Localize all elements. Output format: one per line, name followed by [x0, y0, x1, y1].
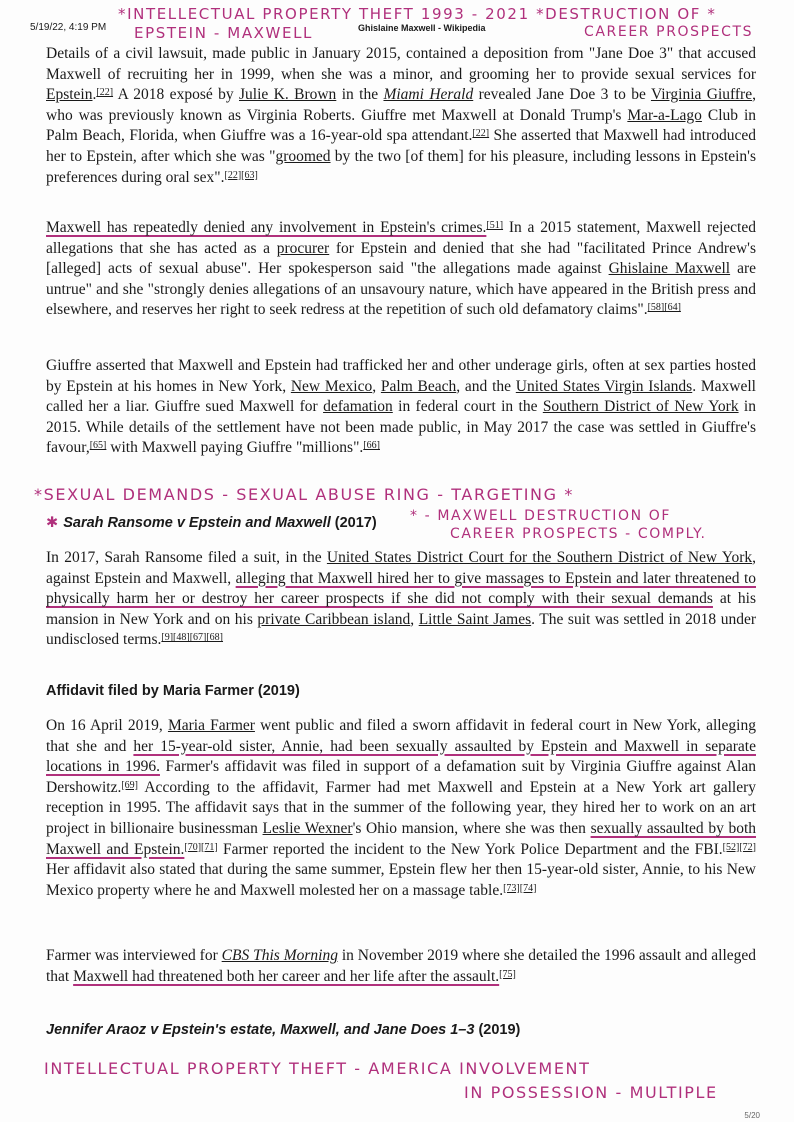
- citation[interactable]: [69]: [121, 779, 138, 791]
- link-julie-k-brown[interactable]: Julie K. Brown: [239, 86, 337, 104]
- link-new-mexico[interactable]: New Mexico: [290, 377, 373, 395]
- citation[interactable]: [75]: [499, 968, 516, 980]
- citation[interactable]: [73][74]: [503, 882, 537, 894]
- handwritten-note-ip-theft: *INTELLECTUAL PROPERTY THEFT 1993 - 2021 *DESTRUCTION OF *: [118, 5, 717, 23]
- link-cbs-this-morning[interactable]: CBS This Morning: [221, 947, 338, 964]
- link-procurer[interactable]: procurer: [276, 239, 330, 257]
- handwritten-note-sexual-demands: *SEXUAL DEMANDS - SEXUAL ABUSE RING - TARGETING *: [34, 485, 574, 504]
- print-date: 5/19/22, 4:19 PM: [30, 22, 107, 33]
- link-miami-herald[interactable]: Miami Herald: [383, 86, 474, 104]
- citation[interactable]: [66]: [363, 440, 380, 452]
- link-leslie-wexner[interactable]: Leslie Wexner: [262, 819, 353, 837]
- paragraph-cbs-interview: Farmer was interviewed for CBS This Morning in November 2019 where she detailed the 1996 assault and alleged that Maxwell had threatened both her career and her life after the assault.[75]: [46, 947, 757, 985]
- print-page-title: Ghislaine Maxwell - Wikipedia: [358, 23, 486, 33]
- citation[interactable]: [22]: [472, 128, 490, 140]
- section-heading-araoz: Jennifer Araoz v Epstein's estate, Maxwell, and Jane Does 1–3 (2019): [46, 1022, 521, 1038]
- citation[interactable]: [9][48][67][68]: [161, 632, 224, 644]
- link-district-court[interactable]: United States District Court for the Southern District of New York: [326, 549, 753, 566]
- citation[interactable]: [70][71]: [184, 841, 218, 853]
- handwritten-note-america-involvement: INTELLECTUAL PROPERTY THEFT - AMERICA INVOLVEMENT: [44, 1059, 591, 1078]
- citation[interactable]: [65]: [89, 440, 107, 452]
- handwritten-note-maxwell-destruction: * - MAXWELL DESTRUCTION OF: [410, 508, 672, 524]
- citation[interactable]: [52][72]: [722, 841, 756, 853]
- paragraph-giuffre-trafficking: Giuffre asserted that Maxwell and Epstein had trafficked her and other underage girls, often at sex parties hosted by Epstein at his homes in New York, New Mexico, Palm Beach, and the United States Virgin Islands. Maxwell called her a liar. Giuffre sued Maxwell for defamation in federal court in the Southern District of New York in 2015. While details of the settlement have not been made public, in May 2017 the case was settled in Giuffre's favour,[65] with Maxwell paying Giuffre "millions".[66]: [46, 357, 756, 457]
- paragraph-ransome-suit: In 2017, Sarah Ransome filed a suit, in the United States District Court for the Southern District of New York, against Epstein and Maxwell, alleging that Maxwell hired her to give massages to Epstein and later threatened to physically harm her or destroy her career prospects if she did not comply with their sexual demands at his mansion in New York and on his private Caribbean island, Little Saint James. The suit was settled in 2018 under undisclosed terms.[9][48][67][68]: [46, 549, 757, 649]
- section-heading-farmer: Affidavit filed by Maria Farmer (2019): [46, 683, 300, 699]
- link-private-caribbean-island[interactable]: private Caribbean island: [257, 610, 411, 628]
- citation[interactable]: [22]: [96, 87, 114, 99]
- annotated-underline: Maxwell has repeatedly denied any involvement in Epstein's crimes.: [46, 219, 487, 236]
- paragraph-jane-doe-3: Details of a civil lawsuit, made public in January 2015, contained a deposition from "Jane Doe 3" that accused Maxwell of recruiting her in 1999, when she was a minor, and grooming her to provide sexual services for Epstein.[22] A 2018 exposé by Julie K. Brown in the Miami Herald revealed Jane Doe 3 to be Virginia Giuffre, who was previously known as Virginia Roberts. Giuffre met Maxwell at Donald Trump's Mar-a-Lago Club in Palm Beach, Florida, when Giuffre was a 16-year-old spa attendant.[22] She asserted that Maxwell had introduced her to Epstein, after which she was "groomed by the two [of them] for his pleasure, including lessons in Epstein's preferences during oral sex".[22][63]: [46, 45, 757, 186]
- link-mar-a-lago[interactable]: Mar-a-Lago: [627, 106, 702, 124]
- section-heading-ransome: ✱ Sarah Ransome v Epstein and Maxwell (2017): [46, 515, 377, 531]
- handwritten-note-possession-multiple: IN POSSESSION - MULTIPLE: [464, 1083, 718, 1102]
- link-groomed[interactable]: groomed: [275, 147, 331, 165]
- star-mark-icon: ✱: [46, 515, 64, 531]
- link-us-virgin-islands[interactable]: United States Virgin Islands: [515, 377, 693, 395]
- citation[interactable]: [58][64]: [647, 302, 681, 314]
- link-epstein[interactable]: Epstein: [46, 86, 93, 104]
- citation[interactable]: [22][63]: [224, 169, 258, 181]
- link-southern-district[interactable]: Southern District of New York: [542, 398, 739, 416]
- handwritten-note-epstein-maxwell: EPSTEIN - MAXWELL: [134, 24, 313, 42]
- link-maria-farmer[interactable]: Maria Farmer: [167, 717, 255, 734]
- link-little-saint-james[interactable]: Little Saint James: [418, 610, 532, 628]
- paragraph-maxwell-denial: Maxwell has repeatedly denied any involvement in Epstein's crimes.[51] In a 2015 statement, Maxwell rejected allegations that she has acted as a procurer for Epstein and denied that she had "facilitated Prince Andrew's [alleged] acts of sexual abuse". Her spokesperson said "the allegations made against Ghislaine Maxwell are untrue" and she "strongly denies allegations of an unsavoury nature, which have appeared in the British press and elsewhere, and reserves her right to seek redress at the repetition of such old defamatory claims".[58][64]: [46, 219, 756, 319]
- link-defamation[interactable]: defamation: [323, 398, 393, 416]
- annotated-underline: her 15-year-old sister, Annie, had been sexually assaulted by Epstein and Maxwell in separate locations in 1996.: [46, 737, 756, 776]
- link-palm-beach[interactable]: Palm Beach: [380, 377, 457, 395]
- link-ghislaine-maxwell[interactable]: Ghislaine Maxwell: [608, 260, 731, 278]
- citation[interactable]: [51]: [486, 220, 504, 231]
- link-virginia-giuffre[interactable]: Virginia Giuffre: [650, 86, 753, 104]
- handwritten-note-career-prospects: CAREER PROSPECTS: [584, 24, 754, 40]
- page-number: 5/20: [744, 1111, 760, 1120]
- annotated-underline: Maxwell had threatened both her career and her life after the assault.: [73, 967, 500, 985]
- handwritten-note-comply: CAREER PROSPECTS - COMPLY.: [450, 526, 707, 542]
- annotated-underline: sexually assaulted by both Maxwell and Epstein.: [46, 819, 757, 858]
- annotated-underline: alleging that Maxwell hired her to give massages to Epstein and later threatened to physically harm her or destroy her career prospects if she did not comply with their sexual demands: [46, 569, 756, 608]
- paragraph-farmer-affidavit: On 16 April 2019, Maria Farmer went public and filed a sworn affidavit in federal court in New York, alleging that she and her 15-year-old sister, Annie, had been sexually assaulted by Epstein and Maxwell in separate locations in 1996. Farmer's affidavit was filed in support of a defamation suit by Virginia Giuffre against Alan Dershowitz.[69] According to the affidavit, Farmer had met Maxwell and Epstein at a New York art gallery reception in 1995. The affidavit says that in the summer of the following year, they hired her to work on an art project in billionaire businessman Leslie Wexner's Ohio mansion, where she was then sexually assaulted by both Maxwell and Epstein.[70][71] Farmer reported the incident to the New York Police Department and the FBI.[52][72] Her affidavit also stated that during the same summer, Epstein flew her then 15-year-old sister, Annie, to his New Mexico property where he and Maxwell molested her on a massage table.[73][74]: [46, 717, 757, 899]
